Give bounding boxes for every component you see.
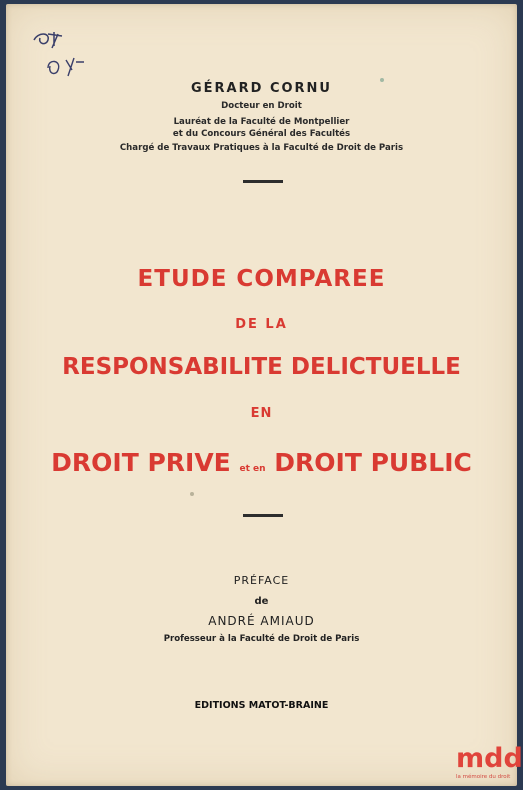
- watermark-logo: [456, 745, 522, 785]
- title-line-3: RESPONSABILITE DELICTUELLE: [62, 354, 461, 380]
- title-et-en: et en: [239, 464, 266, 474]
- author-position: Chargé de Travaux Pratiques à la Faculté de Droit de Paris: [119, 143, 404, 153]
- author-award-1: Lauréat de la Faculté de Montpellier: [173, 117, 350, 127]
- author-name: GÉRARD CORNU: [191, 81, 332, 96]
- title-line-4: EN: [250, 406, 273, 421]
- paper-speck: [190, 492, 194, 496]
- title-droit-prive: DROIT PRIVE: [51, 448, 231, 477]
- divider-top: [243, 180, 283, 183]
- preface-de: de: [254, 596, 269, 607]
- paper-speck: [380, 78, 384, 82]
- preface-author-title: Professeur à la Faculté de Droit de Paris: [163, 634, 360, 644]
- handwritten-annotation: [28, 26, 98, 86]
- preface-label: PRÉFACE: [233, 574, 290, 587]
- publisher-name: EDITIONS MATOT-BRAINE: [194, 700, 329, 711]
- logo-tagline: la mémoire du droit: [456, 774, 511, 780]
- author-award-2: et du Concours Général des Facultés: [172, 129, 351, 139]
- divider-bottom: [243, 514, 283, 517]
- title-droit-public: DROIT PUBLIC: [274, 448, 472, 477]
- title-line-2: DE LA: [235, 317, 288, 332]
- author-degree: Docteur en Droit: [221, 101, 302, 111]
- logo-text: mdd: [456, 743, 523, 774]
- preface-author: ANDRÉ AMIAUD: [208, 614, 315, 628]
- title-line-1: ETUDE COMPAREE: [137, 266, 386, 292]
- title-line-5: [6, 448, 517, 477]
- book-cover: [6, 4, 517, 786]
